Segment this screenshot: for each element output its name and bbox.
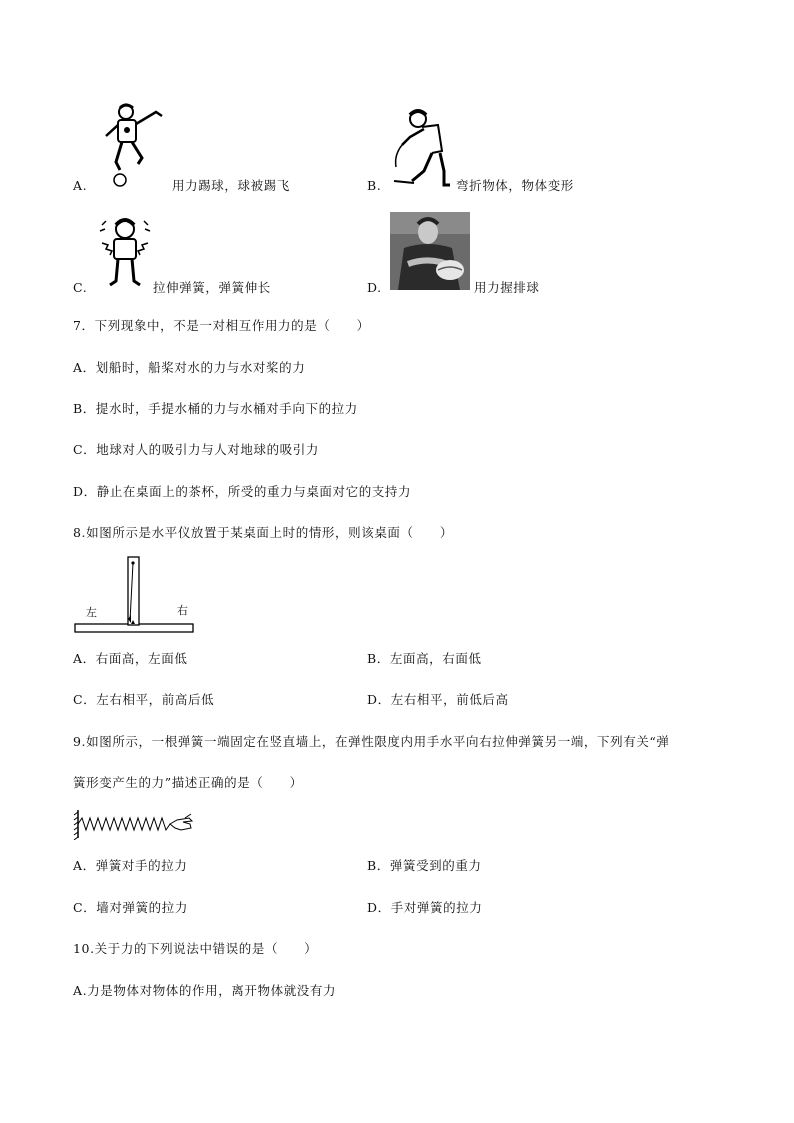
option-letter: A. — [73, 178, 88, 193]
option-caption: 用力踢球，球被踢飞 — [172, 178, 290, 193]
question-stem: 8.如图所示是水平仪放置于某桌面上时的情形，则该桌面（ ） — [73, 525, 453, 540]
gripping-volleyball-photo — [390, 212, 470, 290]
option-a: A．划船时，船桨对水的力与水对桨的力 — [73, 360, 306, 375]
option-caption: 用力握排球 — [474, 280, 540, 295]
spring-wall-hand-figure — [73, 808, 198, 840]
option-caption: 弯折物体，物体变形 — [456, 178, 574, 193]
option-c: C．左右相平，前高后低 — [73, 692, 215, 707]
stretching-spring-figure — [96, 215, 154, 289]
option-c: C．墙对弹簧的拉力 — [73, 900, 188, 915]
option-a: A．弹簧对手的拉力 — [73, 858, 188, 873]
option-d: D．手对弹簧的拉力 — [367, 900, 483, 915]
option-a: A．右面高，左面低 — [73, 651, 188, 666]
level-instrument-figure — [73, 555, 198, 635]
option-letter: B. — [367, 178, 382, 193]
option-c: C．地球对人的吸引力与人对地球的吸引力 — [73, 442, 319, 457]
option-letter: C. — [73, 280, 88, 295]
kicking-ball-figure — [98, 100, 168, 190]
option-letter: D. — [367, 280, 382, 295]
bending-object-figure — [388, 107, 458, 189]
option-b: B．左面高，右面低 — [367, 651, 482, 666]
question-stem: 10.关于力的下列说法中错误的是（ ） — [73, 941, 318, 956]
option-a: A.力是物体对物体的作用，离开物体就没有力 — [73, 983, 337, 998]
question-stem-line2: 簧形变产生的力”描述正确的是（ ） — [73, 775, 303, 790]
right-label: 右 — [177, 604, 188, 617]
question-stem-line1: 9.如图所示，一根弹簧一端固定在竖直墙上，在弹性限度内用手水平向右拉伸弹簧另一端，下列有关“弹 — [73, 734, 670, 749]
left-label: 左 — [86, 606, 97, 619]
question-stem: 7．下列现象中，不是一对相互作用力的是（ ） — [73, 318, 370, 333]
option-d: D．左右相平，前低后高 — [367, 692, 509, 707]
option-d: D．静止在桌面上的茶杯，所受的重力与桌面对它的支持力 — [73, 484, 412, 499]
option-b: B．弹簧受到的重力 — [367, 858, 482, 873]
option-caption: 拉伸弹簧，弹簧伸长 — [153, 280, 271, 295]
option-b: B．提水时，手提水桶的力与水桶对手向下的拉力 — [73, 401, 358, 416]
